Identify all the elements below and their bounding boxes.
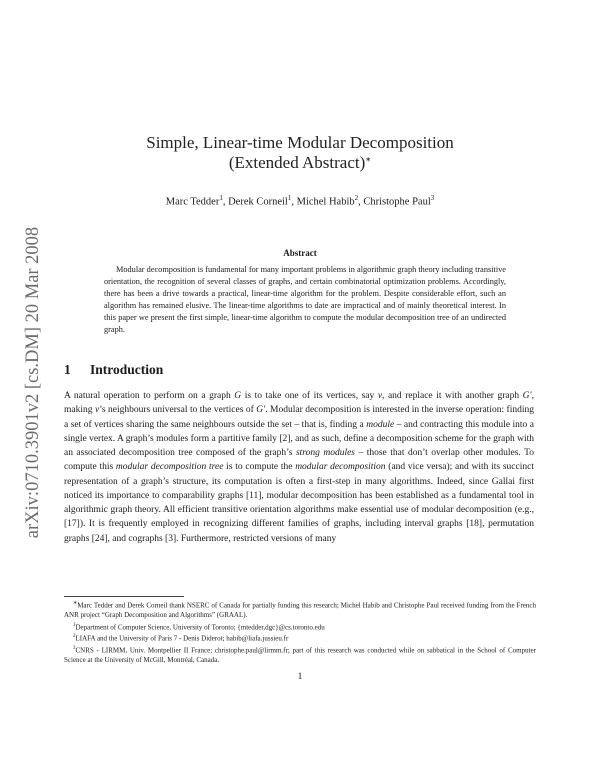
math-var: v [94, 405, 100, 416]
emphasis: modular decomposition [295, 462, 386, 473]
author-name: Christophe Paul [363, 196, 431, 208]
footnote-marker: 2 [73, 634, 76, 640]
math-var: v [377, 391, 383, 401]
abstract-heading: Abstract [283, 248, 317, 258]
footnote-affiliation-3 [64, 644, 536, 666]
text-run: is to take one of its vertices, say [241, 391, 378, 401]
text-run: (and vice versa); and with its succinct representation of a graph’s structure, its computation is often a first-step in many algorithms. Indeed, since Gallai first noticed its importance to comparability graphs [11], modular decomposition has been established as a fundamental tool in algorithmic graph theory. All efficient transitive orientation algorithms make essential use of modular decomposition (e.g., [17]). It is frequently employed in recognizing different families of graphs, including interval graphs [18], permutation graphs [24], and cographs [3]. Furthermore, restricted versions of many [64, 462, 534, 544]
section-heading [64, 362, 544, 378]
text-run: . Modular decomposition is interested in the inverse operation: finding a set of vertices sharing the same neighbours outside the set – that is, finding a [64, 405, 535, 430]
author-name: Marc Tedder [165, 196, 220, 208]
author-name: Michel Habib [296, 196, 355, 208]
text-run: is to compute the [223, 462, 296, 473]
footnote-marker: ∗ [73, 601, 78, 606]
paper-subtitle [0, 153, 600, 173]
footnote-text: CNRS - LIRMM, Univ. Montpellier II France; christophe.paul@lirmm.fr; part of this research was conducted while on sabbatical in the School of Computer Science at the University of McGill, Montréal, Canada. [64, 646, 536, 665]
author-affiliation-mark: 3 [430, 194, 435, 202]
footnote-affiliation-1 [64, 621, 536, 633]
text-run: – those that don’t overlap other modules. To compute this [64, 448, 534, 473]
emphasis: strong modules [295, 448, 356, 458]
text-run: ’s neighbours universal to the vertices of [99, 405, 257, 416]
text-run: A natural operation to perform on a graph [64, 391, 235, 401]
author-affiliation-mark: 2 [354, 194, 359, 202]
footnotes [64, 599, 536, 666]
paper-title: Simple, Linear-time Modular Decomposition [146, 133, 454, 152]
footnote-rule [64, 596, 184, 597]
footnote-marker: 1 [73, 622, 76, 628]
author-name: Derek Corneil [228, 196, 288, 208]
arxiv-identifier-stamp [23, 180, 45, 585]
math-var: G′ [256, 405, 266, 416]
section-number: 1 [64, 362, 71, 377]
emphasis: module [366, 419, 395, 430]
text-run: – and contracting this module into a single vertex. A graph’s modules form a partitive family [2], and as such, define a decomposition scheme for the graph with an associated decomposition tree composed of the graph’s [64, 419, 534, 458]
footnote-marker: 3 [73, 646, 76, 652]
section-title: Introduction [90, 362, 164, 377]
math-var: G′ [522, 391, 532, 401]
footnote-affiliation-2 [64, 632, 536, 644]
text-run: , making [64, 391, 534, 416]
math-var: G [234, 391, 242, 401]
author-affiliation-mark: 1 [287, 194, 292, 202]
abstract-text: Modular decomposition is fundamental for many important problems in algorithmic graph theory including transitive orientation, the recognition of several classes of graphs, and certain combinatorial optimization problems. Accordingly, there has been a drive towards a practical, linear-time algorithm for the problem. Despite considerable effort, such an algorithm has remained elusive. The linear-time algorithms to date are impractical and of mainly theoretical interest. In this paper we present the first simple, linear-time algorithm to compute the modular decomposition tree of an undirected graph. [104, 265, 506, 334]
footnote-text: LIAFA and the University of Paris 7 - Denis Diderot; habib@liafa.jussieu.fr [75, 634, 289, 643]
subtitle-text: (Extended Abstract) [228, 153, 366, 172]
title-footnote-marker: ∗ [365, 155, 372, 164]
page-number: 1 [297, 672, 303, 682]
text-run: , and replace it with another graph [382, 391, 523, 401]
emphasis: modular decomposition tree [115, 462, 224, 473]
author-list: Marc Tedder$^1$, Derek Corneil$^1$, Michel Habib$^2$, Christophe Paul$^3$ [165, 194, 435, 208]
footnote-text: Marc Tedder and Derek Corneil thank NSERC of Canada for partially funding this research; Michel Habib and Christophe Paul received funding from the French ANR project “Graph Decomposition and Algorithms” (GRAAL). [64, 601, 536, 619]
introduction-paragraph [64, 389, 534, 546]
footnote-funding [64, 599, 536, 621]
footnote-text: Department of Computer Science, University of Toronto; {mtedder,dgc}@cs.toronto.edu [75, 622, 325, 631]
author-affiliation-mark: 1 [219, 194, 223, 202]
arxiv-identifier-text: arXiv:0710.3901v2 [cs.DM] 20 Mar 2008 [23, 226, 44, 539]
